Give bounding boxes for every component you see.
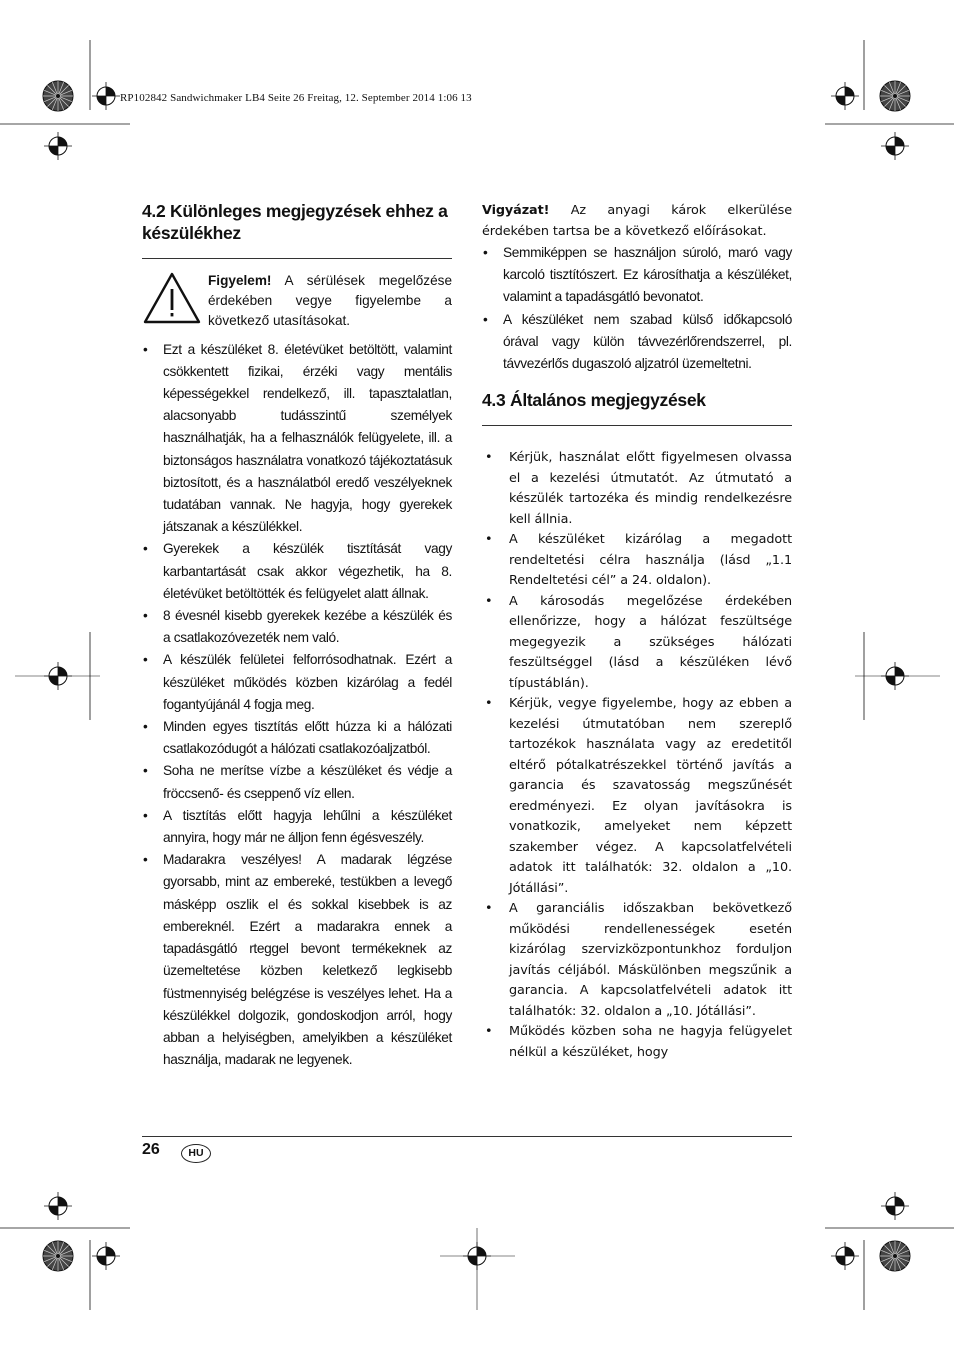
registration-mark-icon <box>831 1242 859 1270</box>
list-item: • A készülék felületei felforrósodhatnak. Ezért a készüléket működés közben kizárólag a fedél fogantyújánál 4 fogja meg. <box>142 649 452 716</box>
warning-text <box>208 271 452 332</box>
list-item: • Soha ne merítse vízbe a készüléket és védje a fröccsenő- és cseppenő víz ellen. <box>142 760 452 804</box>
registration-mark-icon <box>881 132 909 160</box>
warning-label: Figyelem! <box>208 273 272 288</box>
color-wheel-mark-icon <box>43 81 73 111</box>
registration-mark-icon <box>881 1192 909 1220</box>
list-item: • Semmiképpen se használjon súroló, maró vagy karcoló tisztítószert. Ez károsíthatja a készüléket, valamint a tapadásgátló bevonatot. <box>482 242 792 309</box>
safety-bullet-list <box>142 339 452 1072</box>
list-item: • A garanciális időszakban bekövetkező működési rendellenességek esetén kizárólag szervizközpontunkhoz forduljon javítás céljából. Máskülönben megszűnik a garancia. A kapcsolatfelvételi adatok itt találhatók: 32. oldalon a „10. Jótállási”. <box>482 899 792 1022</box>
list-item: • Működés közben soha ne hagyja felügyelet nélkül a készüléket, hogy <box>482 1022 792 1063</box>
print-slug: RP102842 Sandwichmaker LB4 Seite 26 Freitag, 12. September 2014 1:06 13 <box>120 92 472 104</box>
caution-body: Az anyagi károk elkerülése érdekében tartsa be a következő előírásokat. <box>482 203 792 239</box>
section-divider <box>482 425 792 426</box>
general-list-container <box>482 448 792 1063</box>
warning-block <box>142 271 452 332</box>
list-item: • Gyerekek a készülék tisztítását vagy karbantartását csak akkor végezhetik, ha 8. életévüket betöltötték és felügyelet alatt állnak. <box>142 538 452 605</box>
registration-mark-icon <box>44 132 72 160</box>
list-item: • Minden egyes tisztítás előtt húzza ki a hálózati csatlakozódugót a hálózati csatlakozóaljzatból. <box>142 716 452 760</box>
section-divider <box>142 258 452 259</box>
list-item: • Kérjük, használat előtt figyelmesen olvassa el a kezelési útmutatót. Az útmutató a készülék tartozéka és mindig rendelkezésre kell állnia. <box>482 448 792 530</box>
left-column <box>142 200 452 1071</box>
caution-label: Vigyázat! <box>482 203 550 218</box>
general-bullet-list <box>482 448 792 1063</box>
language-badge: HU <box>181 1144 211 1163</box>
list-item: • A károsodás megelőzése érdekében ellenőrizze, hogy a hálózat feszültsége megegyezik a szükséges hálózati feszültséggel (lásd a készüléken lévő típustáblán). <box>482 592 792 695</box>
warning-triangle-icon <box>142 271 202 327</box>
list-item: • 8 évesnél kisebb gyerekek kezébe a készülék és a csatlakozóvezeték nem való. <box>142 605 452 649</box>
section-title-4-3: 4.3 Általános megjegyzések <box>482 390 706 411</box>
list-item: • Kérjük, vegye figyelembe, hogy az ebben a kezelési útmutatóban nem szereplő tartozékok használata vagy az eredetitől eltérő pótalkatrészekkel történő javítás a garancia és szavatosság megszűnését eredményezi. Ez olyan javításokra is vonatkozik, amelyeket nem képzett szakember végez. A kapcsolatfelvételi adatok itt találhatók: 32. oldalon a „10. Jótállási”. <box>482 694 792 899</box>
color-wheel-mark-icon <box>880 81 910 111</box>
color-wheel-mark-icon <box>43 1241 73 1271</box>
list-item: • A készüléket nem szabad külső időkapcsoló órával vagy külön távvezérlőrendszerrel, pl. távvezérlős dugaszoló aljzatról üzemeltetni. <box>482 309 792 376</box>
registration-mark-icon <box>92 82 120 110</box>
list-item: • A készüléket kizárólag a megadott rendeltetési célra használja (lásd „1.1 Rendeltetési cél” a 24. oldalon). <box>482 530 792 592</box>
registration-mark-icon <box>831 82 859 110</box>
safety-list-container <box>142 339 452 1072</box>
right-column <box>482 200 792 1063</box>
caution-intro <box>482 200 792 242</box>
list-item: • Madarakra veszélyes! A madarak légzése gyorsabb, mint az embereké, testükben a levegő másképp oszlik el és sokkal kisebbek is az embereknél. Ezért a madarakra ennek a tapadásgátló rteggel bevont termékeknek az üzemeltetése közben keletkező legkisebb füstmennyiség belégzése is veszélyes lehet. Ha a készülékkel dolgozik, gondoskodjon arról, hogy abban a helyiségben, amelyikben a készüléket használja, madarak ne legyenek. <box>142 849 452 1071</box>
footer-divider <box>142 1136 792 1137</box>
list-item: • A tisztítás előtt hagyja lehűlni a készüléket annyira, hogy már ne álljon fenn égésveszély. <box>142 805 452 849</box>
page-number: 26 <box>142 1141 160 1158</box>
registration-mark-icon <box>44 1192 72 1220</box>
list-item: • Ezt a készüléket 8. életévüket betöltött, valamint csökkentett fizikai, érzéki vagy mentális képességekkel rendelkező, ill. tapasztalatlan, alacsonyabb tudásszintű személyek használhatják, ha a felhasználók felügyelete, ill. a biztonságos használatra vonatkozó tájékoztatásuk biztosított, és a használatból eredő veszélyeknek tudatában vannak. Ne hagyja, hogy gyerekek játszanak a készülékkel. <box>142 339 452 539</box>
caution-list-container <box>482 242 792 375</box>
registration-mark-icon <box>92 1242 120 1270</box>
warning-body: A sérülések megelőzése érdekében vegye figyelembe a következő utasításokat. <box>208 273 452 329</box>
color-wheel-mark-icon <box>880 1241 910 1271</box>
section-title-4-2: 4.2 Különleges megjegyzések ehhez a készülékhez <box>142 201 448 243</box>
caution-bullet-list <box>482 242 792 375</box>
